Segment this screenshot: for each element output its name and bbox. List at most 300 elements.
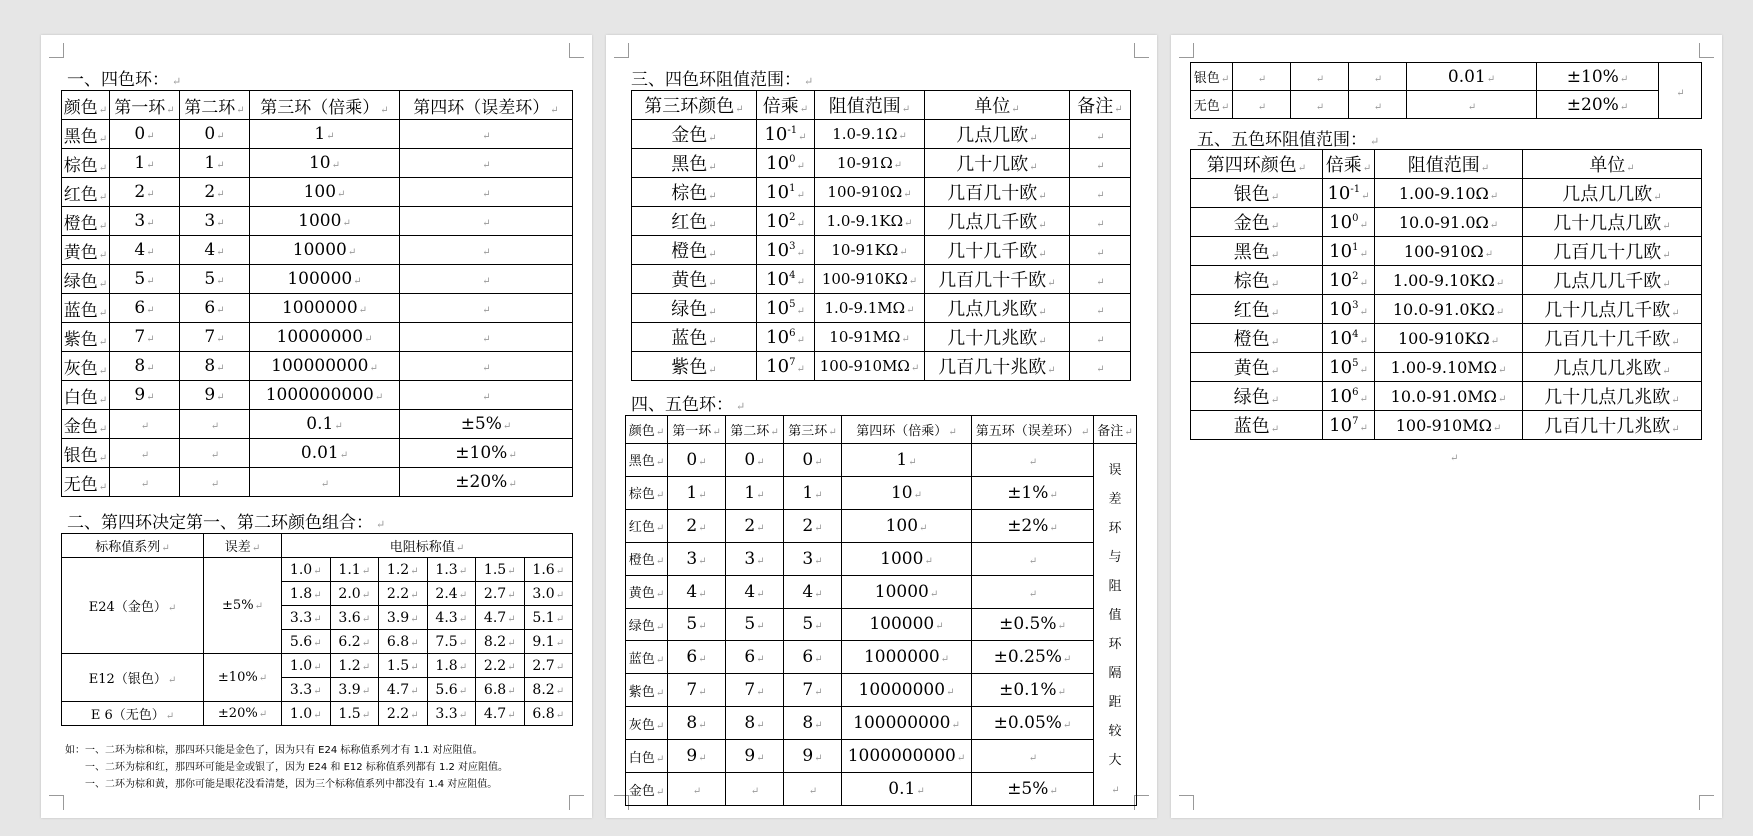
table-row: [62, 265, 573, 294]
table-cell: 4 ↵: [110, 236, 180, 265]
note-line: 一、二环为棕和红，那四环可能是金或银了，因为 E24 和 E12 标称值系列都有 1.2 对应阻值。: [85, 762, 509, 773]
multiplier-cell: [757, 120, 815, 149]
table-row: [1191, 411, 1702, 440]
margin-corner-mark: [49, 43, 64, 58]
table-cell: ±1% ↵: [972, 476, 1094, 509]
unit-cell: 几点几几兆欧 ↵: [1523, 353, 1702, 382]
note-cell: [1070, 207, 1131, 236]
table-cell: 1 ↵: [250, 120, 400, 149]
multiplier-base: 10: [1327, 182, 1351, 204]
table-cell: [668, 773, 726, 806]
table-row: [626, 509, 1137, 542]
table-cell: 金色 ↵: [62, 410, 110, 439]
document-page-3: [1171, 35, 1722, 818]
table-cell: 紫色 ↵: [626, 674, 668, 707]
column-header: 误差 ↵: [204, 534, 282, 558]
nominal-value-cell: 4.3 ↵: [427, 606, 476, 630]
range-cell: 1.0-9.1KΩ ↵: [815, 207, 925, 236]
document-page-2: [606, 35, 1157, 818]
table-cell: 9 ↵: [180, 381, 250, 410]
table-cell: 绿色 ↵: [626, 608, 668, 641]
table-cell: ±20% ↵: [400, 468, 573, 497]
nominal-value-cell: 6.8 ↵: [379, 630, 428, 654]
table-row: [62, 178, 573, 207]
table-row: [62, 558, 573, 582]
five-band-range-table: [1190, 149, 1702, 440]
table-cell: 蓝色 ↵: [62, 294, 110, 323]
column-header: 第四环颜色 ↵: [1191, 150, 1323, 179]
table-cell: 4 ↵: [726, 575, 784, 608]
column-header: 颜色 ↵: [626, 416, 668, 444]
table-cell: 红色 ↵: [62, 178, 110, 207]
table-cell: [110, 410, 180, 439]
table-row: [1191, 208, 1702, 237]
table-row: [1191, 237, 1702, 266]
color-cell: 蓝色 ↵: [1191, 411, 1323, 440]
column-header: 标称值系列 ↵: [62, 534, 204, 558]
multiplier-base: 10: [766, 181, 790, 203]
nominal-value-cell: 6.8 ↵: [476, 678, 525, 702]
table-row: [626, 444, 1137, 477]
table-cell: 2 ↵: [726, 509, 784, 542]
multiplier-exponent: 3: [1352, 299, 1359, 311]
table-cell: 黄色 ↵: [626, 575, 668, 608]
table-row: [1191, 266, 1702, 295]
table-cell: [400, 149, 573, 178]
margin-corner-mark: [614, 43, 629, 58]
nominal-value-cell: 8.2 ↵: [476, 630, 525, 654]
multiplier-exponent: 6: [1352, 386, 1359, 398]
table-row: [632, 178, 1131, 207]
range-cell: 100-910Ω ↵: [1375, 237, 1523, 266]
table-cell: [400, 236, 573, 265]
table-cell: 9 ↵: [668, 740, 726, 773]
color-cell: 棕色 ↵: [632, 178, 757, 207]
table-cell: 5 ↵: [110, 265, 180, 294]
table-cell: 5 ↵: [668, 608, 726, 641]
unit-cell: 几点几兆欧 ↵: [925, 294, 1070, 323]
table-row: [632, 120, 1131, 149]
multiplier-cell: [757, 352, 815, 381]
column-header: 阻值范围 ↵: [815, 91, 925, 120]
column-header: 单位 ↵: [925, 91, 1070, 120]
table-cell: 2 ↵: [110, 178, 180, 207]
multiplier-cell: [1323, 411, 1375, 440]
table-cell: 8 ↵: [668, 707, 726, 740]
table-cell: ±0.1% ↵: [972, 674, 1094, 707]
note-line: 一、二环为棕和黄，那你可能是眼花没看清楚，因为三个标称值系列中都没有 1.4 对应阻值。: [85, 779, 498, 790]
table-cell: 9 ↵: [726, 740, 784, 773]
table-row: [62, 323, 573, 352]
table-cell: 1 ↵: [668, 476, 726, 509]
table-cell: 1 ↵: [784, 476, 842, 509]
table-cell: 无色 ↵: [62, 468, 110, 497]
heading-five-band-range: 五、五色环阻值范围： ↵: [1197, 125, 1379, 150]
table-cell: 0.01 ↵: [1407, 63, 1537, 91]
table-cell: [400, 120, 573, 149]
series-name-cell: E 6（无色） ↵: [62, 702, 204, 726]
table-cell: [250, 468, 400, 497]
table-row: [62, 654, 573, 678]
margin-corner-mark: [1179, 43, 1194, 58]
table-cell: [400, 323, 573, 352]
nominal-value-cell: 4.7 ↵: [476, 606, 525, 630]
nominal-value-cell: 1.0 ↵: [282, 654, 331, 678]
tolerance-cell: ±20% ↵: [204, 702, 282, 726]
table-row: [1191, 179, 1702, 208]
multiplier-cell: [757, 207, 815, 236]
nominal-value-cell: 2.2 ↵: [379, 702, 428, 726]
column-header: 备注 ↵: [1094, 416, 1137, 444]
table-cell: 6 ↵: [110, 294, 180, 323]
color-cell: 银色 ↵: [1191, 179, 1323, 208]
nominal-value-cell: 3.6 ↵: [330, 606, 379, 630]
multiplier-exponent: 1: [789, 182, 796, 194]
unit-cell: 几百几十欧 ↵: [925, 178, 1070, 207]
range-cell: 100-910KΩ ↵: [1375, 324, 1523, 353]
heading-four-band: 一、四色环： ↵: [67, 65, 181, 90]
nominal-value-cell: 7.5 ↵: [427, 630, 476, 654]
multiplier-base: 10: [1329, 327, 1353, 349]
table-row: [62, 207, 573, 236]
table-row: [62, 702, 573, 726]
table-cell: ±2% ↵: [972, 509, 1094, 542]
multiplier-base: 10: [1329, 298, 1353, 320]
range-cell: 1.0-9.1MΩ ↵: [815, 294, 925, 323]
column-header: 第一环 ↵: [110, 91, 180, 120]
nominal-value-cell: 1.0 ↵: [282, 558, 331, 582]
table-cell: [400, 381, 573, 410]
margin-corner-mark: [1134, 43, 1149, 58]
nominal-value-cell: 6.2 ↵: [330, 630, 379, 654]
multiplier-exponent: 2: [1352, 270, 1359, 282]
color-cell: 橙色 ↵: [632, 236, 757, 265]
table-row: [62, 120, 573, 149]
table-cell: 7 ↵: [180, 323, 250, 352]
table-row: [626, 575, 1137, 608]
column-header: 第三环颜色 ↵: [632, 91, 757, 120]
table-cell: 橙色 ↵: [62, 207, 110, 236]
table-cell: 红色 ↵: [626, 509, 668, 542]
unit-cell: 几点几几欧 ↵: [1523, 179, 1702, 208]
range-cell: 100-910MΩ ↵: [815, 352, 925, 381]
note-line: 如：一、二环为棕和棕，那四环只能是金色了，因为只有 E24 标称值系列才有 1.1 对应阻值。: [65, 745, 483, 756]
table-cell: 1000000 ↵: [842, 641, 972, 674]
multiplier-cell: [757, 294, 815, 323]
table-cell: 4 ↵: [784, 575, 842, 608]
column-header: 备注 ↵: [1070, 91, 1131, 120]
multiplier-cell: [1323, 208, 1375, 237]
table-cell: [110, 468, 180, 497]
table-row: [62, 468, 573, 497]
nominal-value-cell: 2.7 ↵: [524, 654, 573, 678]
table-cell: 0 ↵: [726, 444, 784, 477]
nominal-value-cell: 1.5 ↵: [379, 654, 428, 678]
table-cell: 1 ↵: [110, 149, 180, 178]
table-header-row: [62, 91, 573, 120]
multiplier-base: 10: [766, 297, 790, 319]
table-cell: 1000 ↵: [250, 207, 400, 236]
nominal-value-cell: 3.9 ↵: [330, 678, 379, 702]
table-row: [62, 410, 573, 439]
unit-cell: 几点几千欧 ↵: [925, 207, 1070, 236]
table-cell: [400, 178, 573, 207]
range-cell: 10.0-91.0KΩ ↵: [1375, 295, 1523, 324]
table-cell: 蓝色 ↵: [626, 641, 668, 674]
nominal-value-cell: 3.0 ↵: [524, 582, 573, 606]
column-header: 倍乘 ↵: [757, 91, 815, 120]
column-header: 颜色 ↵: [62, 91, 110, 120]
table-cell: 2 ↵: [784, 509, 842, 542]
multiplier-base: 10: [766, 210, 790, 232]
range-cell: 100-910Ω ↵: [815, 178, 925, 207]
nominal-value-cell: 1.6 ↵: [524, 558, 573, 582]
table-row: [632, 207, 1131, 236]
table-cell: 6 ↵: [784, 641, 842, 674]
note-cell: [1070, 149, 1131, 178]
table-cell: 1000000000 ↵: [842, 740, 972, 773]
table-cell: 10 ↵: [842, 476, 972, 509]
table-cell: [1349, 63, 1407, 91]
table-row: [1191, 63, 1702, 91]
multiplier-exponent: 7: [789, 356, 796, 368]
table-cell: 100 ↵: [250, 178, 400, 207]
table-row: [632, 265, 1131, 294]
table-cell: 0 ↵: [180, 120, 250, 149]
table-cell: [180, 439, 250, 468]
table-cell: 1 ↵: [180, 149, 250, 178]
table-cell: 8 ↵: [784, 707, 842, 740]
table-cell: 紫色 ↵: [62, 323, 110, 352]
table-header-row: [1191, 150, 1702, 179]
unit-cell: 几百几十千欧 ↵: [925, 265, 1070, 294]
multiplier-base: 10: [1329, 211, 1353, 233]
nominal-value-cell: 3.3 ↵: [427, 702, 476, 726]
unit-cell: 几百几十几千欧 ↵: [1523, 324, 1702, 353]
unit-cell: 几十几欧 ↵: [925, 149, 1070, 178]
margin-corner-mark: [1699, 43, 1714, 58]
multiplier-cell: [1323, 353, 1375, 382]
table-row: [1191, 324, 1702, 353]
column-header: 单位 ↵: [1523, 150, 1702, 179]
table-cell: [972, 542, 1094, 575]
table-cell: 9 ↵: [110, 381, 180, 410]
multiplier-cell: [757, 149, 815, 178]
table-cell: 10000 ↵: [250, 236, 400, 265]
column-header: 电阻标称值 ↵: [282, 534, 573, 558]
table-row: [632, 236, 1131, 265]
nominal-value-cell: 2.7 ↵: [476, 582, 525, 606]
table-cell: 3 ↵: [726, 542, 784, 575]
table-cell: 4 ↵: [668, 575, 726, 608]
table-row: [62, 294, 573, 323]
table-cell: ±0.5% ↵: [972, 608, 1094, 641]
nominal-value-cell: 6.8 ↵: [524, 702, 573, 726]
unit-cell: 几百几十几欧 ↵: [1523, 237, 1702, 266]
multiplier-cell: [1323, 179, 1375, 208]
column-header: 第四环（误差环） ↵: [400, 91, 573, 120]
table-row: [626, 641, 1137, 674]
table-row: [632, 294, 1131, 323]
nominal-value-cell: 3.3 ↵: [282, 606, 331, 630]
table-cell: 6 ↵: [726, 641, 784, 674]
table-cell: 7 ↵: [784, 674, 842, 707]
color-cell: 蓝色 ↵: [632, 323, 757, 352]
nominal-value-cell: 2.2 ↵: [379, 582, 428, 606]
heading-fourth-band-combos: 二、第四环决定第一、第二环颜色组合： ↵: [67, 508, 385, 533]
table-row: [62, 439, 573, 468]
table-row: [1191, 353, 1702, 382]
table-cell: [726, 773, 784, 806]
multiplier-exponent: 7: [1352, 415, 1359, 427]
table-cell: [1233, 63, 1291, 91]
color-cell: 紫色 ↵: [632, 352, 757, 381]
document-page-1: [41, 35, 592, 818]
color-cell: 黄色 ↵: [632, 265, 757, 294]
table-cell: 0 ↵: [668, 444, 726, 477]
table-cell: 2 ↵: [180, 178, 250, 207]
color-cell: 黑色 ↵: [632, 149, 757, 178]
table-cell: 6 ↵: [668, 641, 726, 674]
table-cell: 100000 ↵: [250, 265, 400, 294]
note-cell: [1070, 352, 1131, 381]
table-row: [626, 476, 1137, 509]
color-cell: 红色 ↵: [1191, 295, 1323, 324]
column-header: 倍乘 ↵: [1323, 150, 1375, 179]
table-cell: 白色 ↵: [62, 381, 110, 410]
table-cell: ±0.05% ↵: [972, 707, 1094, 740]
multiplier-base: 10: [766, 326, 790, 348]
nominal-value-cell: 9.1 ↵: [524, 630, 573, 654]
table-cell: 金色 ↵: [626, 773, 668, 806]
table-cell: 7 ↵: [726, 674, 784, 707]
color-cell: 绿色 ↵: [1191, 382, 1323, 411]
table-cell: 0.01 ↵: [250, 439, 400, 468]
table-cell: 100000 ↵: [842, 608, 972, 641]
multiplier-exponent: 5: [1352, 357, 1359, 369]
table-row: [626, 674, 1137, 707]
four-band-color-table: [61, 90, 573, 497]
color-cell: 黑色 ↵: [1191, 237, 1323, 266]
table-cell: 黑色 ↵: [62, 120, 110, 149]
range-cell: 1.00-9.10KΩ ↵: [1375, 266, 1523, 295]
table-cell: 8 ↵: [726, 707, 784, 740]
table-cell: 7 ↵: [668, 674, 726, 707]
multiplier-cell: [757, 236, 815, 265]
range-cell: 10-91Ω ↵: [815, 149, 925, 178]
color-cell: 金色 ↵: [632, 120, 757, 149]
remark-cell: [1094, 444, 1137, 806]
column-header: 第二环 ↵: [180, 91, 250, 120]
table-cell: 灰色 ↵: [626, 707, 668, 740]
unit-cell: 几十几兆欧 ↵: [925, 323, 1070, 352]
table-cell: 5 ↵: [180, 265, 250, 294]
table-cell: 10000000 ↵: [250, 323, 400, 352]
heading-five-band: 四、五色环： ↵: [631, 390, 745, 415]
column-header: 阻值范围 ↵: [1375, 150, 1523, 179]
table-cell: 3 ↵: [110, 207, 180, 236]
multiplier-base: 10: [1329, 385, 1353, 407]
multiplier-base: 10: [1329, 356, 1353, 378]
table-cell: 棕色 ↵: [62, 149, 110, 178]
table-cell: 银色 ↵: [62, 439, 110, 468]
multiplier-base: 10: [1329, 240, 1353, 262]
multiplier-exponent: 6: [789, 327, 796, 339]
table-cell: 2 ↵: [668, 509, 726, 542]
table-cell: [1349, 91, 1407, 119]
table-cell: 100000000 ↵: [842, 707, 972, 740]
range-cell: 10.0-91.0Ω ↵: [1375, 208, 1523, 237]
table-cell: 9 ↵: [784, 740, 842, 773]
nominal-value-cell: 1.5 ↵: [476, 558, 525, 582]
multiplier-base: 10: [766, 355, 790, 377]
remark-cell: [1659, 63, 1702, 119]
four-band-range-table: [631, 90, 1131, 381]
table-cell: 10000 ↵: [842, 575, 972, 608]
margin-corner-mark: [569, 795, 584, 810]
series-name-cell: E12（银色） ↵: [62, 654, 204, 702]
table-cell: ±10% ↵: [400, 439, 573, 468]
table-row: [626, 542, 1137, 575]
unit-cell: 几百几十兆欧 ↵: [925, 352, 1070, 381]
table-cell: ±5% ↵: [972, 773, 1094, 806]
color-cell: 橙色 ↵: [1191, 324, 1323, 353]
table-row: [62, 352, 573, 381]
table-cell: 1000000000 ↵: [250, 381, 400, 410]
table-cell: 0.1 ↵: [842, 773, 972, 806]
range-cell: 10-91MΩ ↵: [815, 323, 925, 352]
range-cell: 100-910KΩ ↵: [815, 265, 925, 294]
note-cell: [1070, 265, 1131, 294]
table-cell: 白色 ↵: [626, 740, 668, 773]
table-cell: 0 ↵: [110, 120, 180, 149]
table-cell: [972, 740, 1094, 773]
multiplier-base: 10: [1329, 269, 1353, 291]
multiplier-cell: [757, 178, 815, 207]
table-header-row: [626, 416, 1137, 444]
table-cell: 3 ↵: [668, 542, 726, 575]
table-cell: 橙色 ↵: [626, 542, 668, 575]
multiplier-cell: [1323, 237, 1375, 266]
nominal-value-cell: 1.5 ↵: [330, 702, 379, 726]
table-cell: [1233, 91, 1291, 119]
multiplier-exponent: 1: [1352, 241, 1359, 253]
column-header: 第三环 ↵: [784, 416, 842, 444]
table-row: [62, 149, 573, 178]
nominal-value-cell: 8.2 ↵: [524, 678, 573, 702]
table-cell: 1 ↵: [726, 476, 784, 509]
multiplier-exponent: -1: [1350, 183, 1361, 195]
five-band-table-continued: [1190, 62, 1702, 119]
table-cell: 6 ↵: [180, 294, 250, 323]
column-header: 第五环（误差环） ↵: [972, 416, 1094, 444]
multiplier-exponent: 2: [789, 211, 796, 223]
multiplier-cell: [1323, 295, 1375, 324]
table-cell: [400, 207, 573, 236]
table-row: [632, 149, 1131, 178]
series-name-cell: E24（金色） ↵: [62, 558, 204, 654]
table-cell: 灰色 ↵: [62, 352, 110, 381]
table-row: [626, 608, 1137, 641]
nominal-value-cell: 1.8 ↵: [427, 654, 476, 678]
table-cell: ±10% ↵: [1537, 63, 1659, 91]
table-row: [632, 352, 1131, 381]
nominal-value-cell: 5.6 ↵: [427, 678, 476, 702]
table-cell: 银色 ↵: [1191, 63, 1233, 91]
table-cell: 0 ↵: [784, 444, 842, 477]
color-cell: 绿色 ↵: [632, 294, 757, 323]
table-cell: [1291, 91, 1349, 119]
